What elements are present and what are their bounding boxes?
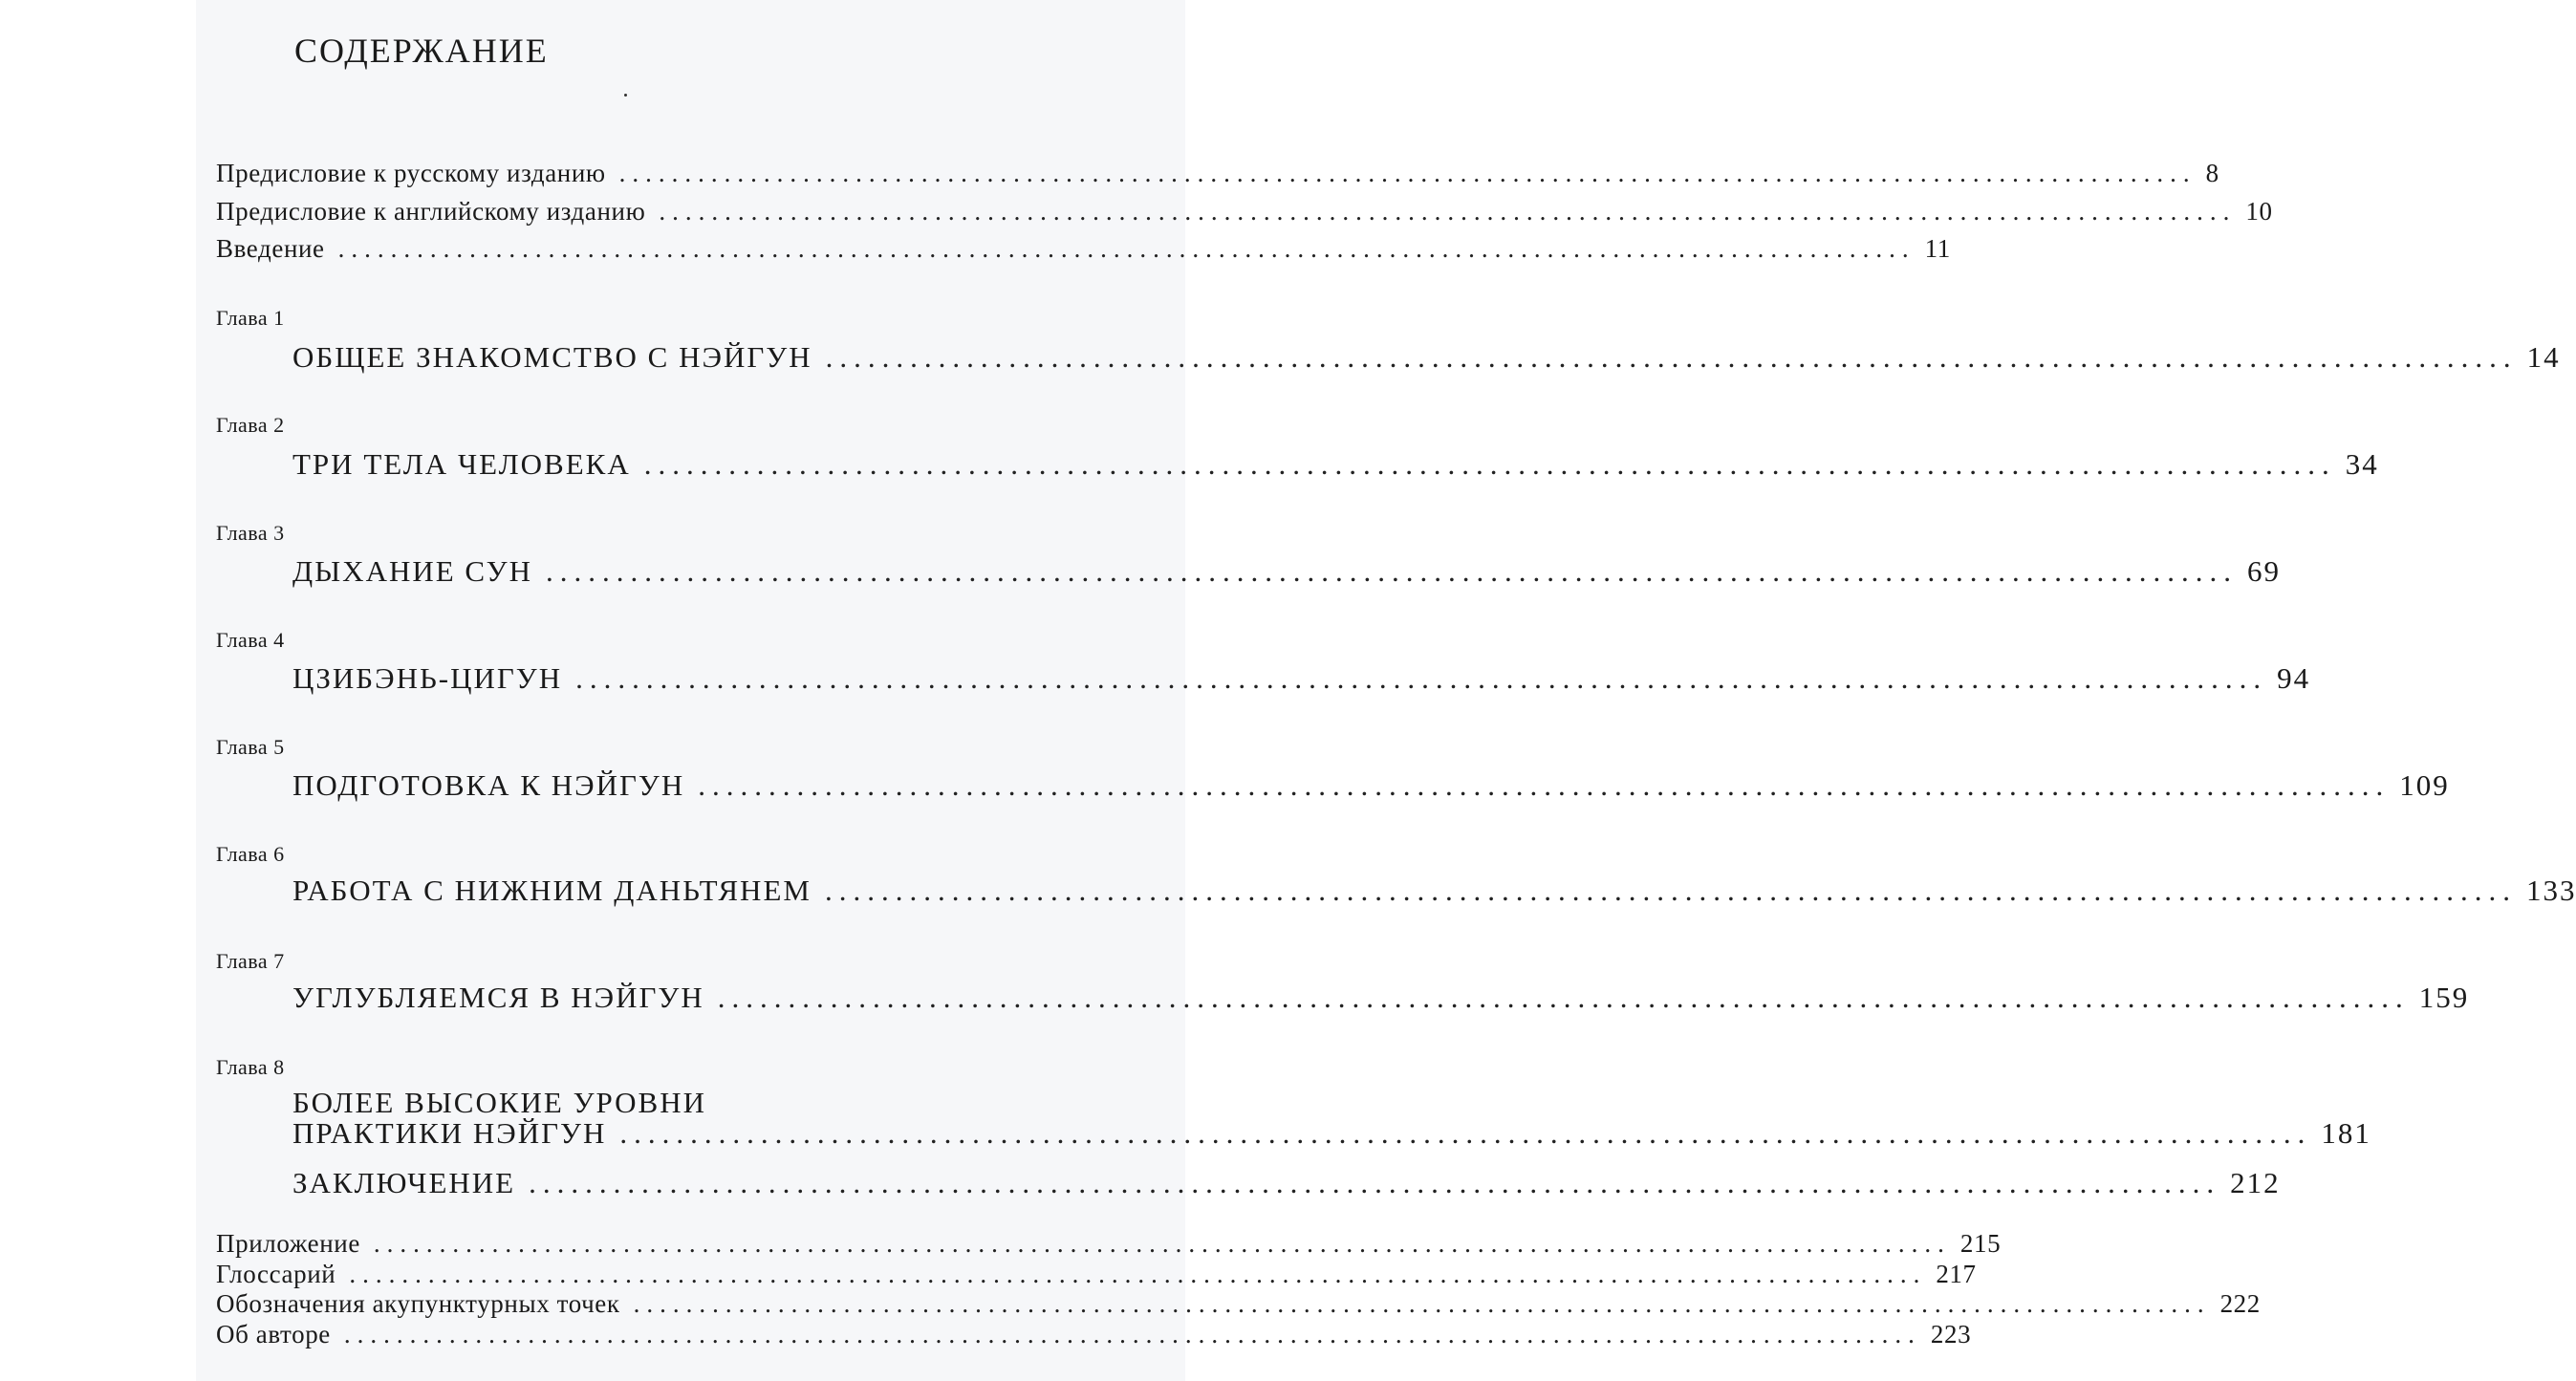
toc-page-number: 223: [1930, 1320, 1972, 1349]
chapter-title: УГЛУБЛЯЕМСЯ В НЭЙГУН: [292, 981, 704, 1014]
toc-entry-label: Введение: [216, 234, 325, 263]
toc-entry-label: Об авторе: [216, 1320, 331, 1349]
toc-page-number: 133: [2525, 874, 2576, 907]
chapter-label: Глава 3: [216, 521, 285, 545]
dot-leader: ........................................................................................................................: [824, 874, 2517, 907]
dot-leader: ........................................................................................................................: [373, 1229, 1951, 1258]
toc-entry-conclusion[interactable]: [292, 1166, 2281, 1200]
toc-page-number: 212: [2230, 1166, 2281, 1199]
toc-entry-label: Предисловие к английскому изданию: [216, 197, 646, 226]
dot-leader: ........................................................................................................................: [349, 1260, 1927, 1288]
chapter-label: Глава 1: [216, 306, 285, 330]
chapter-title: ТРИ ТЕЛА ЧЕЛОВЕКА: [292, 447, 631, 481]
chapter-title: ЦЗИБЭНЬ-ЦИГУН: [292, 661, 563, 695]
toc-entry-glossary[interactable]: [216, 1260, 1977, 1288]
toc-page-number: 215: [1959, 1229, 2002, 1258]
toc-entry-chapter-3[interactable]: [292, 554, 2282, 589]
toc-entry-about-author[interactable]: [216, 1320, 1972, 1349]
toc-page-number: 8: [2205, 159, 2219, 187]
toc-page-number: 11: [1924, 234, 1951, 263]
toc-entry-chapter-2[interactable]: [292, 447, 2379, 482]
chapter-title: ЗАКЛЮЧЕНИЕ: [292, 1166, 516, 1199]
toc-page-number: 181: [2321, 1116, 2371, 1150]
toc-entry-chapter-5[interactable]: [292, 768, 2450, 803]
dot-leader: ........................................................................................................................: [698, 768, 2391, 802]
chapter-title-line-1[interactable]: БОЛЕЕ ВЫСОКИЕ УРОВНИ: [292, 1086, 707, 1119]
dot-leader: ........................................................................................................................: [546, 554, 2239, 588]
toc-entry-introduction[interactable]: [216, 234, 1951, 264]
page-title: СОДЕРЖАНИЕ: [294, 32, 549, 70]
toc-entry-preface-english[interactable]: [216, 197, 2273, 227]
dot-leader: ........................................................................................................................: [717, 981, 2410, 1014]
chapter-title: РАБОТА С НИЖНИМ ДАНЬТЯНЕМ: [292, 874, 812, 907]
toc-entry-label: Обозначения акупунктурных точек: [216, 1289, 620, 1318]
chapter-label: Глава 5: [216, 735, 285, 759]
toc-page-number: 109: [2399, 768, 2450, 802]
dot-leader: ........................................................................................................................: [343, 1320, 1921, 1349]
toc-entry-chapter-8[interactable]: [292, 1116, 2371, 1151]
toc-entry-chapter-7[interactable]: [292, 981, 2470, 1015]
toc-entry-chapter-1[interactable]: [292, 340, 2561, 375]
toc-page-number: 10: [2245, 197, 2273, 226]
chapter-label: Глава 4: [216, 628, 285, 652]
toc-page-number: 217: [1936, 1260, 1977, 1288]
toc-entry-label: Глоссарий: [216, 1260, 336, 1288]
dot-leader: ........................................................................................................................: [575, 661, 2268, 695]
chapter-label: Глава 6: [216, 842, 285, 866]
chapter-label: Глава 7: [216, 949, 285, 973]
dot-leader: ........................................................................................................................: [619, 1116, 2312, 1150]
chapter-title-line-2: ПРАКТИКИ НЭЙГУН: [292, 1116, 607, 1150]
dot-leader: ........................................................................................................................: [633, 1289, 2211, 1318]
toc-entry-acupuncture-points[interactable]: [216, 1289, 2261, 1318]
dot-leader: ........................................................................................................................: [337, 234, 1916, 263]
toc-entry-chapter-4[interactable]: [292, 661, 2311, 696]
dot-leader: ........................................................................................................................: [659, 197, 2237, 226]
toc-entry-preface-russian[interactable]: [216, 159, 2219, 188]
toc-page-number: 159: [2418, 981, 2470, 1014]
chapter-title: ДЫХАНИЕ СУН: [292, 554, 533, 588]
dot-leader: ........................................................................................................................: [618, 159, 2197, 187]
toc-entry-label: Предисловие к русскому изданию: [216, 159, 606, 187]
stray-dot: [624, 94, 627, 97]
toc-entry-appendix[interactable]: [216, 1229, 2002, 1258]
dot-leader: ........................................................................................................................: [643, 447, 2336, 481]
toc-entry-label: Приложение: [216, 1229, 360, 1258]
chapter-title: ОБЩЕЕ ЗНАКОМСТВО С НЭЙГУН: [292, 340, 812, 374]
dot-leader: ........................................................................................................................: [529, 1166, 2221, 1199]
toc-page-number: 222: [2219, 1289, 2261, 1318]
toc-page-number: 14: [2526, 340, 2561, 374]
toc-entry-chapter-6[interactable]: [292, 874, 2576, 908]
dot-leader: ........................................................................................................................: [825, 340, 2518, 374]
chapter-title: ПОДГОТОВКА К НЭЙГУН: [292, 768, 685, 802]
chapter-label: Глава 2: [216, 413, 285, 437]
toc-page-number: 94: [2277, 661, 2311, 695]
chapter-label: Глава 8: [216, 1055, 285, 1079]
toc-page-number: 34: [2345, 447, 2379, 481]
toc-page-number: 69: [2247, 554, 2282, 588]
